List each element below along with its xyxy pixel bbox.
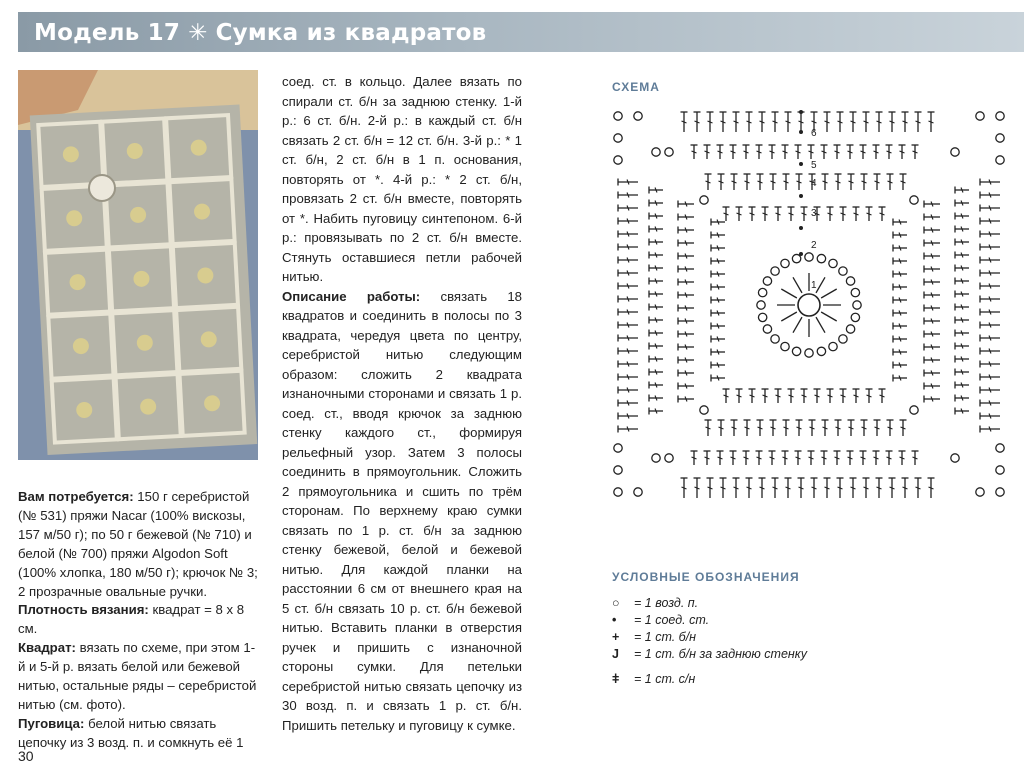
- chain-stitch-mark: [614, 444, 622, 452]
- spoke-stitch-mark: [821, 312, 837, 321]
- bag-photo: [18, 70, 258, 460]
- spoke-stitch-mark: [781, 289, 797, 298]
- square-label: Квадрат:: [18, 640, 76, 656]
- chain-stitch-mark: [846, 325, 854, 333]
- materials-label: Вам потребуется:: [18, 489, 134, 504]
- chain-stitch-mark: [996, 488, 1004, 496]
- crochet-diagram: [608, 104, 1010, 506]
- legend: [612, 594, 912, 692]
- square-paragraph: [18, 639, 260, 715]
- button-continued-paragraph: соед. ст. в кольцо. Далее вязать по спирали ст. б/н за заднюю стенку. 1-й р.: 6 ст. б/н. 2-й р.: в каждый ст. б/н связать 2 ст. б/н = 12 ст. б/н. 3-й р.: * 1 ст. б/н, 2 ст. б/н в 1 п. основания, повторять от *. 4-й р.: * 2 ст. б/н, провязать 2 ст. б/н вместе, повторять от *. Набить пуговицу синтепоном. 6-й р.: провязывать по 2 ст. б/н вместе. Стянуть оставшиеся петли рабочей нитью.: [282, 74, 522, 284]
- middle-column: [282, 72, 522, 735]
- star-icon: ✳: [188, 20, 208, 46]
- legend-text: = 1 ст. б/н: [634, 629, 697, 644]
- chain-stitch-mark: [792, 254, 800, 262]
- chain-stitch-mark: [996, 156, 1004, 164]
- legend-item-double-crochet: [612, 666, 912, 692]
- chain-stitch-mark: [951, 454, 959, 462]
- slip-stitch-icon: •: [612, 612, 617, 627]
- slip-stitch-mark: [799, 194, 803, 198]
- single-crochet-icon: +: [612, 629, 620, 644]
- schema-title: СХЕМА: [612, 80, 660, 94]
- chain-stitch-mark: [652, 148, 660, 156]
- chain-stitch-mark: [976, 488, 984, 496]
- legend-text: = 1 ст. б/н за заднюю стенку: [634, 646, 807, 661]
- back-loop-icon: J: [612, 646, 619, 661]
- chain-stitch-mark: [757, 301, 765, 309]
- chain-stitch-mark: [851, 288, 859, 296]
- page-title: [34, 16, 486, 50]
- chain-stitch-mark: [910, 406, 918, 414]
- legend-text: = 1 ст. с/н: [634, 672, 696, 686]
- chain-stitch-mark: [614, 134, 622, 142]
- chain-stitch-mark: [839, 267, 847, 275]
- slip-stitch-mark: [799, 162, 803, 166]
- chain-stitch-mark: [817, 254, 825, 262]
- chain-stitch-mark: [700, 406, 708, 414]
- chain-stitch-mark: [771, 335, 779, 343]
- density-label: Плотность вязания:: [18, 602, 149, 618]
- chain-stitch-mark: [758, 313, 766, 321]
- chain-stitch-mark: [853, 301, 861, 309]
- legend-item-back-loop: [612, 645, 912, 662]
- double-crochet-icon: ǂ: [612, 672, 620, 686]
- chain-stitch-mark: [829, 259, 837, 267]
- diagram-marks: [614, 110, 1004, 498]
- chain-stitch-mark: [700, 196, 708, 204]
- work-text: связать 18 квадратов и соединить в полосы по 3 квадрата, чередуя цвета по центру, серебристой нитью следующим образом: сложить 2 квадрата изнаночными сторонами и связать 1 р. соед. ст., вводя крючок за заднюю стенку каждого ст., формируя рельефный узор. Затем 3 полосы соединить в прямоугольник. Сложить 2 прямоугольника и сшить по трём сторонам. По верхнему краю сумки связать по 1 р. ст. б/н за заднюю стенку бежевой, белой и бежевой нитью. Для каждой планки на расстоянии 6 см от внешнего края на 5 ст. б/н связать 10 р. ст. б/н бежевой нитью. Вставить планки в отверстия ручек и пришить с изнаночной стороны сумки. Для петельки серебристой нитью связать цепочку из 30 возд. п. и связать 1 р. ст. б/н. Пришить петельку и пуговицу к сумке.: [282, 288, 523, 733]
- button-text: белой нитью связать цепочку из 3 возд. п. и сомкнуть её 1: [18, 715, 244, 750]
- chain-stitch-mark: [763, 325, 771, 333]
- chain-stitch-mark: [665, 454, 673, 462]
- legend-item-single-crochet: [612, 628, 912, 645]
- chain-stitch-mark: [781, 342, 789, 350]
- button-label: Пуговица:: [18, 715, 85, 731]
- chain-stitch-mark: [781, 259, 789, 267]
- chain-stitch-mark: [652, 454, 660, 462]
- legend-item-chain: [612, 594, 912, 611]
- chain-stitch-mark: [614, 112, 622, 120]
- legend-item-slip-stitch: [612, 611, 912, 628]
- slip-stitch-mark: [799, 226, 803, 230]
- legend-title: УСЛОВНЫЕ ОБОЗНАЧЕНИЯ: [612, 570, 800, 584]
- page-number: 30: [18, 748, 34, 764]
- row-number-label: 1: [811, 280, 817, 291]
- chain-stitch-mark: [665, 148, 673, 156]
- magic-ring-mark: [798, 294, 820, 316]
- density-paragraph: [18, 601, 260, 639]
- slip-stitch-mark: [799, 110, 803, 114]
- spoke-stitch-mark: [793, 277, 802, 293]
- chain-stitch-mark: [614, 156, 622, 164]
- chain-stitch-mark: [771, 267, 779, 275]
- button-paragraph: [18, 715, 260, 753]
- spoke-stitch-mark: [793, 317, 802, 333]
- density-text: квадрат = 8 х 8 см.: [18, 602, 245, 637]
- chain-stitch-mark: [996, 466, 1004, 474]
- row-number-label: 2: [811, 240, 817, 251]
- work-paragraph: [282, 287, 522, 736]
- chain-stitch-mark: [634, 488, 642, 496]
- chain-stitch-mark: [839, 335, 847, 343]
- row-number-label: 6: [811, 128, 817, 139]
- chain-stitch-mark: [614, 466, 622, 474]
- chain-stitch-mark: [829, 342, 837, 350]
- row-number-label: 3: [811, 208, 817, 219]
- spoke-stitch-mark: [821, 289, 837, 298]
- chain-stitch-mark: [758, 288, 766, 296]
- chain-stitch-mark: [805, 349, 813, 357]
- chain-stitch-mark: [817, 347, 825, 355]
- bag-photo-image: [18, 70, 258, 460]
- chain-stitch-mark: [996, 112, 1004, 120]
- chain-stitch-mark: [792, 347, 800, 355]
- slip-stitch-mark: [799, 130, 803, 134]
- chain-stitch-mark: [910, 196, 918, 204]
- slip-stitch-mark: [799, 252, 803, 256]
- model-number: Модель 17: [34, 20, 181, 46]
- work-label: Описание работы:: [282, 288, 421, 304]
- chain-stitch-mark: [763, 277, 771, 285]
- materials-paragraph: [18, 488, 260, 601]
- spoke-stitch-mark: [781, 312, 797, 321]
- spoke-stitch-mark: [816, 317, 825, 333]
- chain-stitch-mark: [805, 253, 813, 261]
- chain-stitch-mark: [976, 112, 984, 120]
- chain-icon: ○: [612, 595, 620, 610]
- chain-stitch-mark: [846, 277, 854, 285]
- square-text: вязать по схеме, при этом 1-й и 5-й р. вязать белой или бежевой нитью, остальные ряды – серебристой нитью (см. фото).: [18, 640, 257, 712]
- materials-text: 150 г серебристой (№ 531) пряжи Nacar (100% вискозы, 157 м/50 г); по 50 г бежевой (№ 710) и белой (№ 700) пряжи Algodon Soft (100% хлопка, 180 м/50 г); крючок № 3; 2 прозрачные овальные ручки.: [18, 489, 258, 599]
- spoke-stitch-mark: [816, 277, 825, 293]
- row-number-label: 5: [811, 160, 817, 171]
- legend-text: = 1 возд. п.: [634, 595, 699, 610]
- chain-stitch-mark: [851, 313, 859, 321]
- chain-stitch-mark: [614, 488, 622, 496]
- chain-stitch-mark: [996, 134, 1004, 142]
- chain-stitch-mark: [951, 148, 959, 156]
- chain-stitch-mark: [634, 112, 642, 120]
- row-number-label: 4: [811, 178, 817, 189]
- legend-text: = 1 соед. ст.: [634, 612, 710, 627]
- left-column: [18, 488, 260, 753]
- chain-stitch-mark: [996, 444, 1004, 452]
- title-text: Сумка из квадратов: [215, 20, 487, 46]
